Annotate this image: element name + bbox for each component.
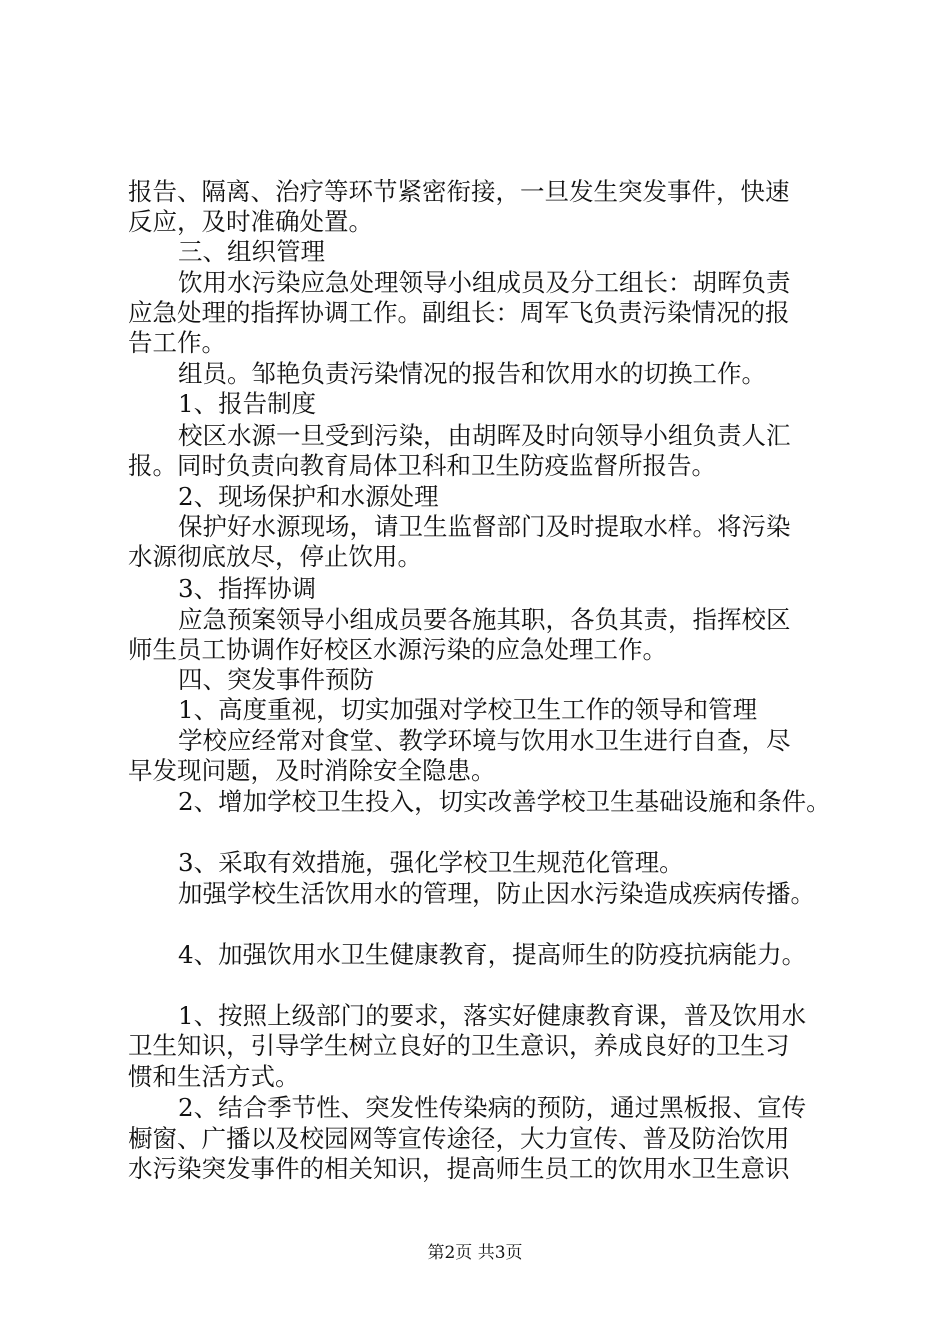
text-line: 校区水源一旦受到污染，由胡晖及时向领导小组负责人汇 xyxy=(178,421,791,450)
text-line: 水源彻底放尽，停止饮用。 xyxy=(128,542,422,571)
text-line: 告工作。 xyxy=(128,328,226,357)
subsection-heading: 1、报告制度 xyxy=(178,389,317,418)
text-line: 1、按照上级部门的要求，落实好健康教育课，普及饮用水 xyxy=(178,1001,807,1030)
text-line: 师生员工协调作好校区水源污染的应急处理工作。 xyxy=(128,635,667,664)
text-line: 学校应经常对食堂、教学环境与饮用水卫生进行自查，尽 xyxy=(178,726,791,755)
text-line: 水污染突发事件的相关知识，提高师生员工的饮用水卫生意识 xyxy=(128,1154,790,1183)
text-line: 惯和生活方式。 xyxy=(128,1062,300,1091)
text-line: 饮用水污染应急处理领导小组成员及分工组长：胡晖负责 xyxy=(178,268,791,297)
subsection-heading: 1、高度重视，切实加强对学校卫生工作的领导和管理 xyxy=(178,695,758,724)
text-line: 卫生知识，引导学生树立良好的卫生意识，养成良好的卫生习 xyxy=(128,1031,790,1060)
subsection-heading: 2、增加学校卫生投入，切实改善学校卫生基础设施和条件。 xyxy=(178,787,831,816)
subsection-heading: 3、指挥协调 xyxy=(178,574,317,603)
text-line: 反应，及时准确处置。 xyxy=(128,207,373,236)
subsection-heading: 2、现场保护和水源处理 xyxy=(178,482,439,511)
section-heading: 四、突发事件预防 xyxy=(178,665,374,694)
page-footer: 第2页 共3页 xyxy=(427,1243,523,1263)
text-line: 2、结合季节性、突发性传染病的预防，通过黑板报、宣传 xyxy=(178,1093,807,1122)
text-line: 报告、隔离、治疗等环节紧密衔接，一旦发生突发事件，快速 xyxy=(128,177,790,206)
text-line: 应急处理的指挥协调工作。副组长：周军飞负责污染情况的报 xyxy=(128,298,790,327)
text-line: 加强学校生活饮用水的管理，防止因水污染造成疾病传播。 xyxy=(178,879,815,908)
text-line: 橱窗、广播以及校园网等宣传途径，大力宣传、普及防治饮用 xyxy=(128,1124,790,1153)
text-line: 报。同时负责向教育局体卫科和卫生防疫监督所报告。 xyxy=(128,451,716,480)
text-line: 早发现问题，及时消除安全隐患。 xyxy=(128,756,496,785)
text-line: 保护好水源现场，请卫生监督部门及时提取水样。将污染 xyxy=(178,512,791,541)
text-line: 应急预案领导小组成员要各施其职，各负其责，指挥校区 xyxy=(178,605,791,634)
subsection-heading: 4、加强饮用水卫生健康教育，提高师生的防疫抗病能力。 xyxy=(178,940,807,969)
text-line: 组员。邹艳负责污染情况的报告和饮用水的切换工作。 xyxy=(178,359,766,388)
section-heading: 三、组织管理 xyxy=(178,237,325,266)
subsection-heading: 3、采取有效措施，强化学校卫生规范化管理。 xyxy=(178,848,684,877)
